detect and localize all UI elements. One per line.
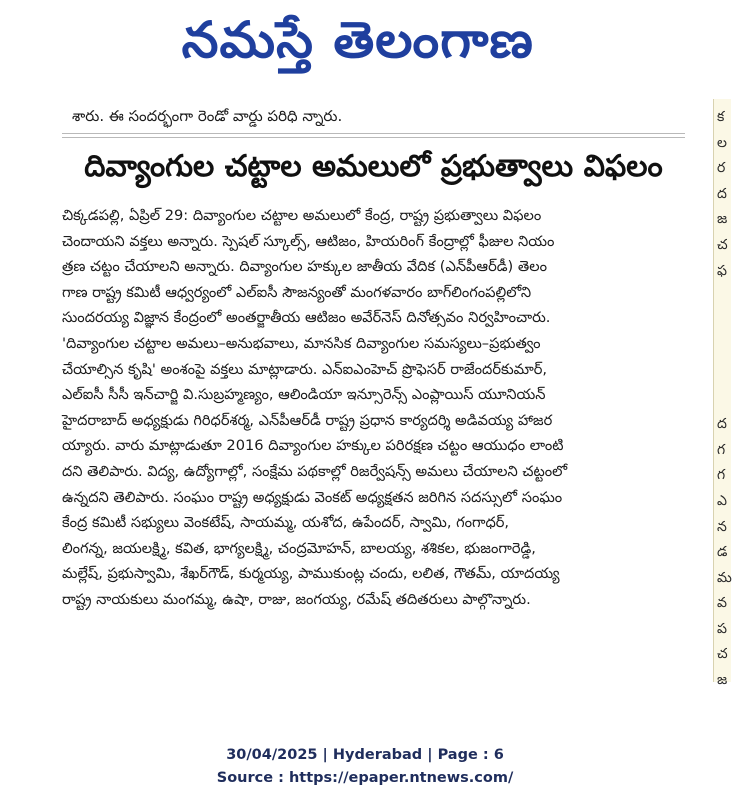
headline-divider-bottom bbox=[62, 137, 685, 138]
masthead bbox=[0, 0, 715, 92]
adjacent-column-fragment bbox=[713, 99, 732, 689]
footer-date-edition-page: 30/04/2025 | Hyderabad | Page : 6 bbox=[226, 747, 504, 763]
article-headline: దివ్యాంగుల చట్టాల అమలులో ప్రభుత్వాలు విఫలం bbox=[84, 149, 663, 184]
masthead-title: నమస్తే తెలంగాణ bbox=[181, 10, 534, 69]
previous-article-fragment: శారు. ఈ సందర్భంగా రెండో వార్డు పరిధి న్నారు. bbox=[72, 107, 343, 125]
source-footer bbox=[0, 744, 730, 790]
footer-source-url: Source : https://epaper.ntnews.com/ bbox=[216, 770, 514, 786]
adjacent-column-text: క ల ర ద జ చ ఫ ద గ గ ఎ న డ మ వ ప చ జ bbox=[717, 109, 732, 689]
article-body: చిక్కడపల్లి, ఏప్రిల్ 29: దివ్యాంగుల చట్టాల అమలులో కేంద్ర, రాష్ట్ర ప్రభుత్వాలు విఫలం చెందాయని వక్తలు అన్నారు. స్పెషల్ స్కూల్స్, ఆటిజం, హియరింగ్ కేంద్రాల్లో ఫీజుల నియం త్రణ చట్టం చేయాలని అన్నారు. దివ్యాంగుల హక్కుల జాతీయ వేదిక (ఎన్‌పీఆర్‌డీ) తెలం గాణ రాష్ట్ర కమిటీ ఆధ్వర్యంలో ఎల్ఐసీ సౌజన్యంతో మంగళవారం బాగ్‌లింగంపల్లిలోని సుందరయ్య విజ్ఞాన కేంద్రంలో అంతర్జాతీయ ఆటిజం అవేర్‌నెస్ దినోత్సవం నిర్వహించారు. 'దివ్యాంగుల చట్టాల అమలు–అనుభవాలు, మానసిక దివ్యాంగుల సమస్యలు–ప్రభుత్వం చేయాల్సిన కృషి' అంశంపై వక్తలు మాట్లాడారు. ఎన్ఐఎంహెచ్ ప్రొఫెసర్ రాజేందర్‌కుమార్, ఎల్ఐసీ సీసీ ఇన్‌చార్జి వి.సుబ్రహ్మణ్యం, ఆలిండియా ఇన్సూరెన్స్ ఎంప్లాయిస్ యూనియన్ హైదరాబాద్ అధ్యక్షుడు గిరిధర్‌శర్మ, ఎన్‌పీఆర్‌డీ రాష్ట్ర ప్రధాన కార్యదర్శి అడివయ్య హాజర య్యారు. వారు మాట్లాడుతూ 2016 దివ్యాంగుల హక్కుల పరిరక్షణ చట్టం ఆయుధం లాంటి దని తెలిపారు. విద్య, ఉద్యోగాల్లో, సంక్షేమ పథకాల్లో రిజర్వేషన్స్ అమలు చేయాలని చట్టంలో ఉన్నదని తెలిపారు. సంఘం రాష్ట్ర అధ్యక్షుడు వెంకట్ అధ్యక్షతన జరిగిన సదస్సులో సంఘం కేంద్ర కమిటీ సభ్యులు వెంకటేష్, సాయమ్మ, యశోద, ఉపేందర్, స్వామి, గంగాధర్, లింగన్న, జయలక్ష్మి, కవిత, భాగ్యలక్ష్మి, చంద్రమోహన్, బాలయ్య, శశికల, భుజంగారెడ్డి, మల్లేష్, ప్రభుస్వామి, శేఖర్‌గౌడ్, కుర్మయ్య, పాముకుంట్ల చందు, లలిత, గౌతమ్, యాదయ్య రాష్ట్ర నాయకులు మంగమ్మ, ఉషా, రాజు, జంగయ్య, రమేష్ తదితరులు పాల్గొన్నారు. bbox=[62, 207, 568, 608]
headline-divider-top bbox=[62, 133, 685, 134]
